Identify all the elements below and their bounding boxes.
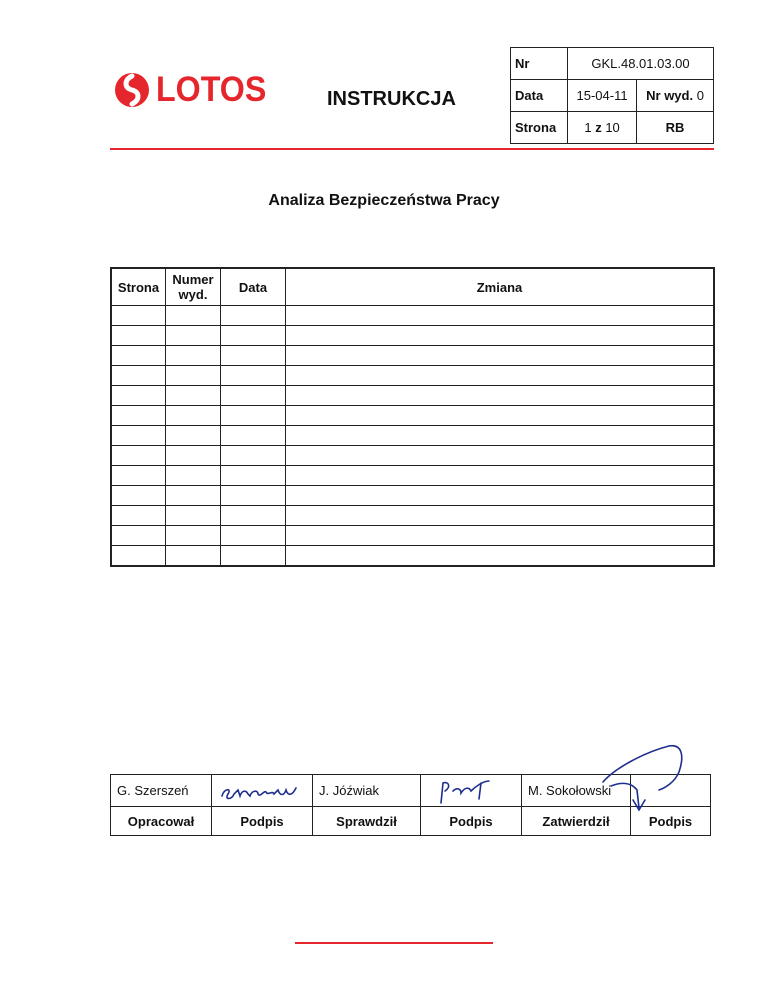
table-cell [166,526,221,546]
table-cell [166,506,221,526]
table-cell [166,366,221,386]
change-log-header [111,268,714,306]
table-cell [286,506,715,526]
table-row [111,386,714,406]
page-count [568,112,637,144]
table-cell [111,546,166,567]
checked-signature-scribble [427,777,513,805]
table-cell [221,526,286,546]
table-cell [111,346,166,366]
document-code: RB [637,112,714,144]
table-cell [286,406,715,426]
checked-role: Sprawdził [313,807,421,836]
table-cell [166,346,221,366]
table-row [111,466,714,486]
table-cell [166,406,221,426]
logo-text: LOTOS [156,70,267,109]
col-date-header: Data [221,268,286,306]
table-cell [221,426,286,446]
table-cell [111,506,166,526]
table-cell [286,426,715,446]
table-cell [221,366,286,386]
table-cell [221,326,286,346]
table-cell [111,366,166,386]
table-cell [221,346,286,366]
prepared-signature [212,775,313,807]
edition-label: Nr wyd. [646,88,694,103]
table-cell [111,526,166,546]
table-row [111,546,714,567]
change-log-body [111,306,714,567]
table-row [111,526,714,546]
page-separator: z [595,120,602,135]
table-row [111,366,714,386]
col-page-header: Strona [111,268,166,306]
table-cell [111,466,166,486]
prepared-sign-label: Podpis [212,807,313,836]
table-cell [286,326,715,346]
checked-sign-label: Podpis [421,807,522,836]
table-cell [166,326,221,346]
nr-value: GKL.48.01.03.00 [568,48,714,80]
table-cell [111,406,166,426]
prepared-by-name: G. Szerszeń [111,775,212,807]
table-cell [286,466,715,486]
lotos-logo [112,70,276,110]
table-cell [111,326,166,346]
table-row [111,486,714,506]
table-cell [221,466,286,486]
table-cell [221,446,286,466]
table-cell [166,486,221,506]
table-cell [111,446,166,466]
table-cell [286,366,715,386]
table-cell [221,406,286,426]
table-cell [221,386,286,406]
page-current: 1 [584,120,592,135]
edition-value: 0 [696,88,704,103]
checked-by-name: J. Jóźwiak [313,775,421,807]
table-row [111,406,714,426]
table-cell [221,546,286,567]
table-row [111,346,714,366]
col-change-header: Zmiana [286,268,715,306]
table-cell [166,446,221,466]
header-divider [110,148,714,150]
approved-by-name: M. Sokołowski [522,775,631,807]
col-edition-header [166,268,221,306]
table-cell [221,506,286,526]
table-row [111,326,714,346]
table-cell [286,526,715,546]
table-cell [166,386,221,406]
approved-sign-label: Podpis [631,807,711,836]
col-edition-line2: wyd. [178,287,208,302]
table-cell [111,426,166,446]
approved-role: Zatwierdził [522,807,631,836]
table-cell [111,386,166,406]
signature-table [110,774,711,836]
page-label: Strona [511,112,568,144]
table-cell [166,306,221,326]
table-cell [111,306,166,326]
prepared-role: Opracował [111,807,212,836]
date-label: Data [511,80,568,112]
table-cell [286,486,715,506]
table-row [111,506,714,526]
change-log-table [110,267,715,567]
col-edition-line1: Numer [172,272,214,287]
date-value: 15-04-11 [568,80,637,112]
table-row [111,306,714,326]
table-cell [166,466,221,486]
document-type: INSTRUKCJA [327,88,456,110]
nr-label: Nr [511,48,568,80]
table-cell [286,446,715,466]
table-cell [286,346,715,366]
footer-divider [295,942,493,944]
checked-signature [421,775,522,807]
table-cell [286,546,715,567]
document-title: Analiza Bezpieczeństwa Pracy [268,192,500,209]
edition-cell [637,80,714,112]
document-meta-table [510,47,714,144]
table-cell [286,386,715,406]
table-cell [286,306,715,326]
table-cell [166,546,221,567]
page-total: 10 [605,120,620,135]
table-row [111,446,714,466]
table-cell [221,306,286,326]
lotos-logo-icon [112,70,152,110]
table-cell [166,426,221,446]
table-row [111,426,714,446]
table-cell [111,486,166,506]
approved-signature [631,775,711,807]
prepared-signature-scribble [218,778,304,804]
table-cell [221,486,286,506]
